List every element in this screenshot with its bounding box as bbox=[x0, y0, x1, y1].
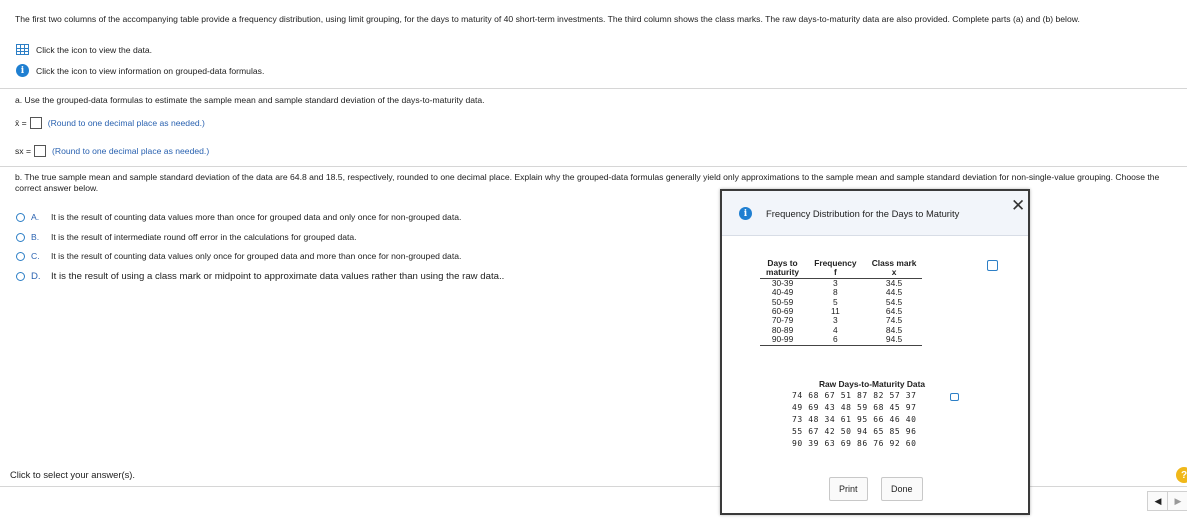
cell-days: 40-49 bbox=[771, 287, 794, 298]
divider bbox=[0, 166, 1187, 167]
divider bbox=[0, 88, 1187, 89]
cell-days: 90-99 bbox=[771, 334, 794, 345]
next-button[interactable]: ▶ bbox=[1167, 491, 1187, 511]
col-header-days-sub: maturity bbox=[766, 267, 800, 278]
option-d-text[interactable]: It is the result of using a class mark or midpoint to approximate data values rather than using the raw data.. bbox=[51, 271, 505, 282]
cell-days: 50-59 bbox=[771, 296, 794, 307]
cell-freq: 3 bbox=[833, 277, 838, 288]
cell-days: 60-69 bbox=[771, 306, 794, 317]
option-d[interactable] bbox=[16, 271, 504, 282]
cell-mark: 84.5 bbox=[885, 324, 903, 335]
col-header-days: Days to bbox=[767, 258, 798, 268]
dialog-info-icon: i bbox=[739, 207, 752, 220]
dialog-title: Frequency Distribution for the Days to Maturity bbox=[766, 208, 960, 219]
option-a[interactable] bbox=[16, 212, 461, 222]
option-a-letter: A. bbox=[31, 212, 40, 222]
copy-table-icon[interactable] bbox=[987, 260, 998, 271]
cell-days: 70-79 bbox=[771, 315, 794, 326]
raw-data-row: 73 48 34 61 95 66 46 40 bbox=[792, 415, 917, 424]
option-b-letter: B. bbox=[31, 232, 40, 242]
close-icon[interactable]: ✕ bbox=[1011, 196, 1026, 215]
table-icon[interactable] bbox=[16, 44, 29, 55]
cell-mark: 74.5 bbox=[885, 315, 903, 326]
raw-data-title: Raw Days-to-Maturity Data bbox=[818, 379, 926, 389]
part-b-question: b. The true sample mean and sample standard deviation of the data are 64.8 and 18.5, respectively, rounded to one decimal place. Explain why the grouped-data formulas generally yield only approximations to the sample mean and sample standard deviation for non-single-value grouping. Choose the correct answer below. bbox=[15, 172, 1160, 193]
cell-mark: 64.5 bbox=[885, 306, 903, 317]
radio-a[interactable] bbox=[16, 213, 25, 222]
radio-c[interactable] bbox=[16, 252, 25, 261]
cell-mark: 54.5 bbox=[885, 296, 903, 307]
option-d-letter: D. bbox=[31, 271, 41, 282]
radio-d[interactable] bbox=[16, 272, 25, 281]
data-dialog bbox=[720, 189, 1030, 515]
cell-mark: 44.5 bbox=[885, 287, 903, 298]
table-row bbox=[760, 335, 922, 345]
dialog-header[interactable] bbox=[722, 191, 1028, 236]
info-icon[interactable]: i bbox=[16, 64, 29, 77]
cell-freq: 6 bbox=[833, 334, 838, 345]
cell-mark: 94.5 bbox=[885, 334, 903, 345]
copy-raw-icon[interactable] bbox=[950, 393, 959, 401]
raw-data-row: 49 69 43 48 59 68 45 97 bbox=[792, 403, 917, 412]
sd-input[interactable] bbox=[34, 145, 46, 157]
cell-freq: 8 bbox=[833, 287, 838, 298]
mean-input[interactable] bbox=[30, 117, 42, 129]
raw-data-row: 74 68 67 51 87 82 57 37 bbox=[792, 391, 917, 400]
option-c[interactable] bbox=[16, 251, 461, 261]
option-b[interactable] bbox=[16, 232, 357, 242]
cell-freq: 5 bbox=[833, 296, 838, 307]
col-header-freq-sub: f bbox=[833, 267, 837, 278]
col-header-mark-sub: x bbox=[891, 267, 897, 278]
raw-data-row: 90 39 63 69 86 76 92 60 bbox=[792, 439, 917, 448]
cell-mark: 34.5 bbox=[885, 277, 903, 288]
radio-b[interactable] bbox=[16, 233, 25, 242]
view-data-link[interactable] bbox=[16, 44, 152, 55]
frequency-table bbox=[760, 259, 922, 346]
cell-freq: 4 bbox=[833, 324, 838, 335]
mean-hint: (Round to one decimal place as needed.) bbox=[47, 118, 205, 128]
mean-label: x̄ = bbox=[15, 118, 27, 128]
cell-freq: 3 bbox=[833, 315, 838, 326]
col-header-freq: Frequency bbox=[814, 258, 857, 268]
cell-freq: 11 bbox=[831, 306, 840, 317]
done-button[interactable]: Done bbox=[881, 477, 923, 501]
select-answer-text: Click to select your answer(s). bbox=[10, 469, 136, 480]
raw-data-row: 55 67 42 50 94 65 85 96 bbox=[792, 427, 917, 436]
help-icon[interactable]: ? bbox=[1176, 467, 1187, 483]
view-info-text[interactable]: Click the icon to view information on grouped-data formulas. bbox=[36, 65, 265, 76]
sd-hint: (Round to one decimal place as needed.) bbox=[52, 146, 210, 156]
option-b-text[interactable]: It is the result of intermediate round off error in the calculations for grouped data. bbox=[51, 232, 357, 242]
sd-answer-row bbox=[15, 145, 209, 157]
cell-days: 80-89 bbox=[771, 324, 794, 335]
option-c-letter: C. bbox=[31, 251, 40, 261]
prev-button[interactable]: ◀ bbox=[1147, 491, 1169, 511]
intro-text: The first two columns of the accompanying table provide a frequency distribution, using limit grouping, for the days to maturity of 40 short-term investments. The third column shows the class marks. The raw days-to-maturity data are also provided. Complete parts (a) and (b) below. bbox=[15, 14, 1080, 24]
sd-label: sx = bbox=[15, 146, 31, 156]
cell-days: 30-39 bbox=[771, 277, 794, 288]
col-header-mark: Class mark bbox=[871, 258, 917, 268]
mean-answer-row bbox=[15, 117, 205, 129]
part-a-question: a. Use the grouped-data formulas to estimate the sample mean and sample standard deviation of the days-to-maturity data. bbox=[15, 95, 485, 105]
view-data-text[interactable]: Click the icon to view the data. bbox=[36, 44, 153, 55]
option-c-text[interactable]: It is the result of counting data values only once for grouped data and more than once for non-grouped data. bbox=[51, 251, 462, 261]
print-button[interactable]: Print bbox=[829, 477, 868, 501]
option-a-text[interactable]: It is the result of counting data values more than once for grouped data and only once for non-grouped data. bbox=[51, 212, 462, 222]
view-info-link[interactable] bbox=[16, 64, 264, 77]
